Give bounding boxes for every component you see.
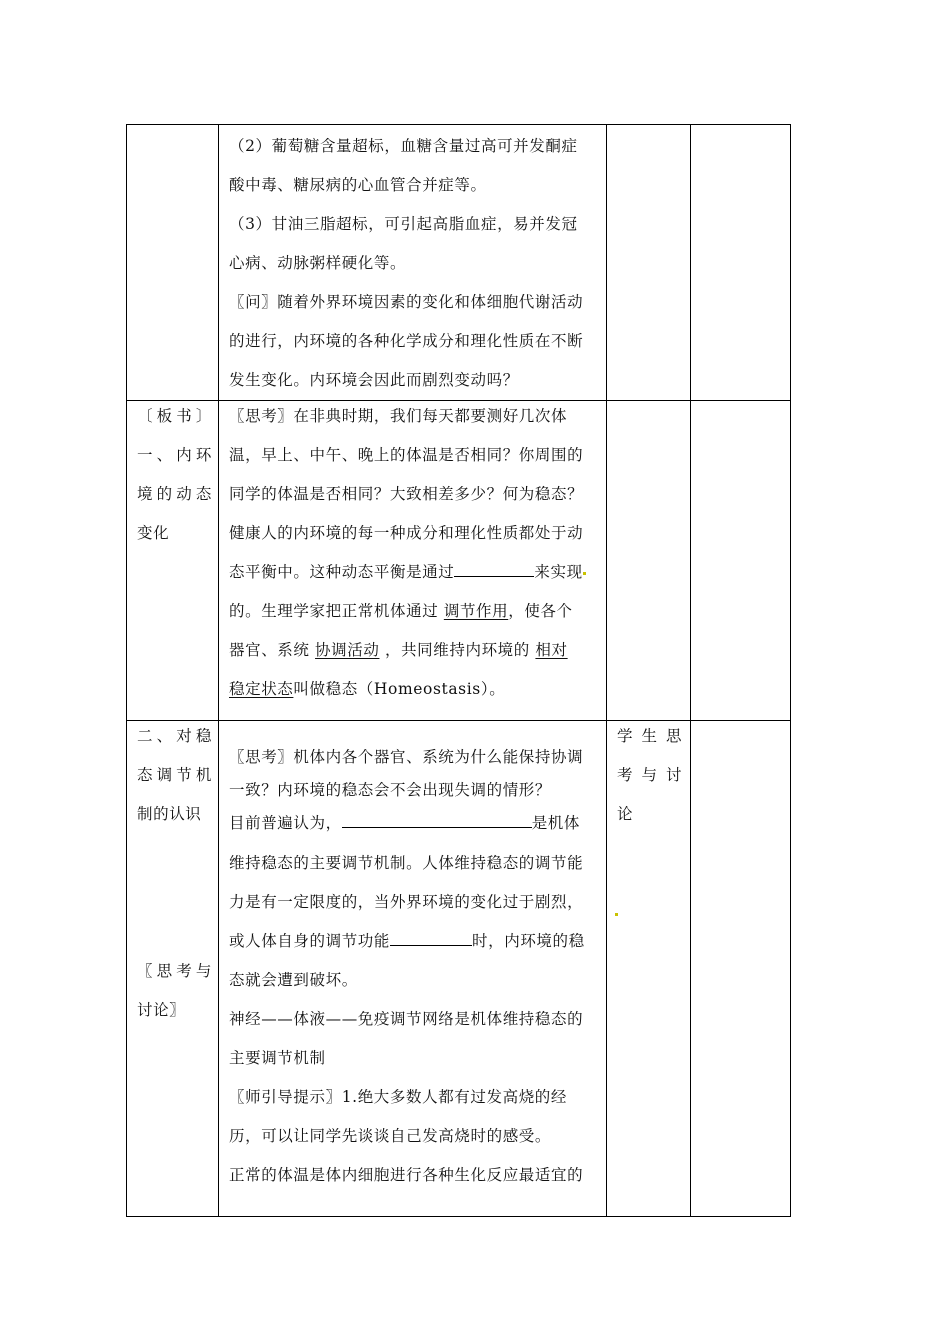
section-label: 二、对稳 [137,727,212,745]
underlined-answer: 相对 [535,641,568,659]
text-line [229,592,598,631]
fill-in-blank [454,562,534,577]
content-cell [219,401,607,721]
fill-in-blank [390,931,472,946]
table-row [127,401,791,721]
text-line: （3）甘油三脂超标，可引起高脂血症，易并发冠 [229,215,578,233]
text-line [229,807,598,840]
notes-cell [691,401,791,721]
lesson-plan-table [126,124,791,1217]
text-fragment: ，共同维持内环境的 [384,641,530,659]
text-line: （2）葡萄糖含量超标，血糖含量过高可并发酮症 [229,137,578,155]
section-label: 讨论〗 [137,1001,186,1019]
text-fragment: 来实现 [534,563,583,581]
activity-label: 考与讨 [617,766,691,784]
underlined-answer: 稳定状态 [229,680,294,698]
text-line: 正常的体温是体内细胞进行各种生化反应最适宜的 [229,1166,584,1184]
text-fragment: 目前普遍认为， [229,814,342,832]
text-line: 〖问〗随着外界环境因素的变化和体细胞代谢活动 [229,293,584,311]
section-label: 境的动态 [137,485,212,503]
activity-label: 论 [617,805,642,823]
section-cell [127,721,219,1217]
text-line: 健康人的内环境的每一种成分和理化性质都处于动 [229,524,584,542]
text-line: 神经——体液——免疫调节网络是机体维持稳态的 [229,1010,584,1028]
notes-cell [691,125,791,401]
content-cell [219,721,607,1217]
text-line [229,670,598,709]
text-fragment: ，使各个 [508,602,573,620]
section-label: 〖思考与 [137,962,212,980]
activity-cell [607,401,691,721]
notes-cell [691,721,791,1217]
text-line [229,922,598,961]
text-line: 主要调节机制 [229,1049,326,1067]
text-line: 维持稳态的主要调节机制。人体维持稳态的调节能 [229,854,584,872]
text-line: 〖师引导提示〗1.绝大多数人都有过发高烧的经 [229,1088,567,1106]
activity-cell [607,125,691,401]
underlined-answer: 协调活动 [315,641,380,659]
section-cell [127,401,219,721]
section-label: 态调节机 [137,766,212,784]
underlined-answer: 调节作用 [443,602,509,620]
section-label: 〔板书〕 [137,407,212,425]
text-line: 一致？内环境的稳态会不会出现失调的情形？ [229,781,552,799]
text-line: 〖思考〗机体内各个器官、系统为什么能保持协调 [229,748,584,766]
text-fragment: 是机体 [531,814,581,832]
text-fragment: 时，内环境的稳 [472,932,585,950]
text-line: 同学的体温是否相同？大致相差多少？何为稳态？ [229,485,584,503]
text-line: 〖思考〗在非典时期，我们每天都要测好几次体 [229,407,568,425]
text-fragment: 的。生理学家把正常机体通过 [229,602,439,620]
text-line: 发生变化。内环境会因此而剧烈变动吗？ [229,371,519,389]
text-fragment: 或人体自身的调节功能 [229,932,391,950]
text-fragment: 叫做稳态（Homeostasis）。 [293,680,506,698]
content-cell [219,125,607,401]
section-label: 一、内环 [137,446,212,464]
table-row [127,721,791,1217]
section-label: 制的认识 [137,805,202,823]
text-line [229,631,598,670]
text-line: 历，可以让同学先谈谈自己发高烧时的感受。 [229,1127,552,1145]
text-line: 态就会遭到破坏。 [229,971,358,989]
text-line [229,553,598,592]
text-line: 的进行，内环境的各种化学成分和理化性质在不断 [229,332,584,350]
mark-dot [583,572,586,575]
activity-cell [607,721,691,1217]
fill-in-blank [342,813,532,828]
text-line: 心病、动脉粥样硬化等。 [229,254,407,272]
text-fragment: 态平衡中。这种动态平衡是通过 [229,563,455,581]
table-row [127,125,791,401]
text-fragment: 器官、系统 [229,641,310,659]
text-line: 力是有一定限度的，当外界环境的变化过于剧烈， [229,893,584,911]
activity-label: 学生思 [617,727,691,745]
text-line: 酸中毒、糖尿病的心血管合并症等。 [229,176,487,194]
mark-dot [615,913,618,916]
section-label: 变化 [137,524,170,542]
section-cell [127,125,219,401]
text-line: 温，早上、中午、晚上的体温是否相同？你周围的 [229,446,584,464]
